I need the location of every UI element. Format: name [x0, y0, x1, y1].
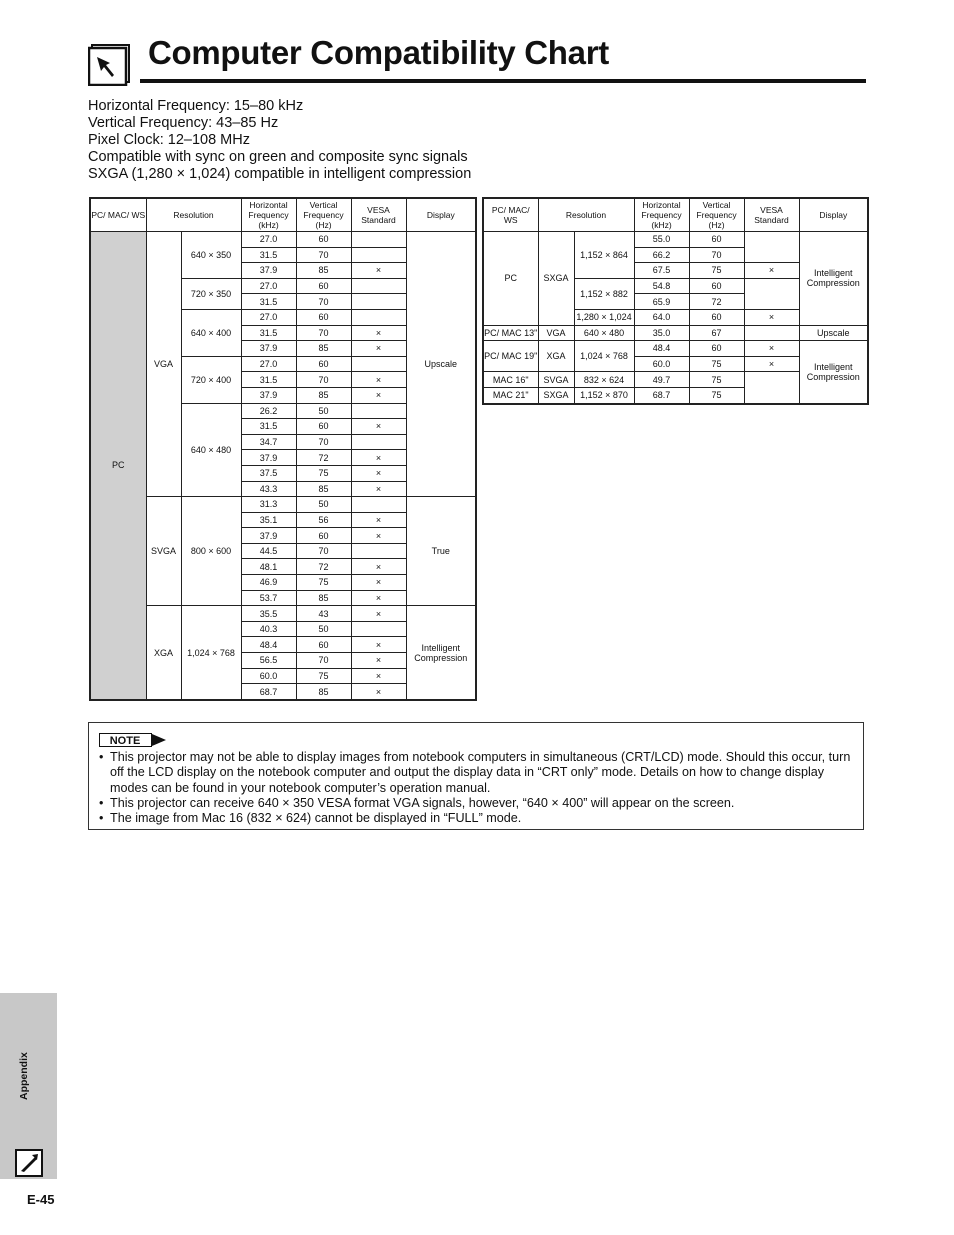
- resolution-cell: 640 × 350: [181, 232, 241, 279]
- vertical-frequency-cell: 60: [689, 309, 744, 325]
- spec-sync-compatibility: Compatible with sync on green and composite sync signals: [88, 149, 468, 165]
- resolution-cell: 800 × 600: [181, 497, 241, 606]
- header-display: Display: [799, 198, 868, 232]
- horizontal-frequency-cell: 31.3: [241, 497, 296, 513]
- vesa-cell: ×: [351, 512, 406, 528]
- vesa-cell: [744, 232, 799, 263]
- vesa-cell: ×: [351, 341, 406, 357]
- vesa-cell: ×: [744, 309, 799, 325]
- mode-cell: XGA: [146, 606, 181, 700]
- mode-cell: SVGA: [538, 372, 574, 388]
- horizontal-frequency-cell: 35.0: [634, 325, 689, 341]
- horizontal-frequency-cell: 53.7: [241, 590, 296, 606]
- platform-cell: PC/ MAC 13": [483, 325, 538, 341]
- vertical-frequency-cell: 50: [296, 621, 351, 637]
- vesa-cell: ×: [351, 528, 406, 544]
- vesa-cell: ×: [351, 637, 406, 653]
- vesa-cell: ×: [351, 465, 406, 481]
- vertical-frequency-cell: 70: [296, 325, 351, 341]
- vesa-cell: [351, 309, 406, 325]
- vesa-cell: [351, 543, 406, 559]
- vertical-frequency-cell: 72: [296, 450, 351, 466]
- vertical-frequency-cell: 72: [296, 559, 351, 575]
- appendix-icon: [15, 1149, 43, 1177]
- horizontal-frequency-cell: 66.2: [634, 247, 689, 263]
- header-horizontal-frequency: Horizontal Frequency (kHz): [634, 198, 689, 232]
- horizontal-frequency-cell: 56.5: [241, 653, 296, 669]
- horizontal-frequency-cell: 54.8: [634, 278, 689, 294]
- table-row: [90, 232, 476, 248]
- resolution-cell: 640 × 480: [574, 325, 634, 341]
- table-row: [90, 497, 476, 513]
- vertical-frequency-cell: 70: [296, 247, 351, 263]
- horizontal-frequency-cell: 31.5: [241, 325, 296, 341]
- horizontal-frequency-cell: 44.5: [241, 543, 296, 559]
- resolution-cell: 1,152 × 870: [574, 387, 634, 403]
- vesa-cell: [744, 325, 799, 341]
- compatibility-table-right: [482, 197, 869, 405]
- vesa-cell: ×: [351, 668, 406, 684]
- vertical-frequency-cell: 70: [296, 653, 351, 669]
- vertical-frequency-cell: 75: [689, 356, 744, 372]
- note-item: • This projector can receive 640 × 350 VESA format VGA signals, however, “640 × 400” will appear on the screen.: [99, 796, 859, 811]
- resolution-cell: 720 × 400: [181, 356, 241, 403]
- table-row: [90, 606, 476, 622]
- note-list: [99, 750, 859, 826]
- horizontal-frequency-cell: 31.5: [241, 372, 296, 388]
- mode-cell: VGA: [146, 232, 181, 497]
- resolution-cell: 1,280 × 1,024: [574, 309, 634, 325]
- vesa-cell: ×: [351, 387, 406, 403]
- table-row: [483, 232, 868, 248]
- table-header-row: [90, 198, 476, 232]
- spec-pixel-clock: Pixel Clock: 12–108 MHz: [88, 132, 250, 148]
- header-horizontal-frequency: Horizontal Frequency (kHz): [241, 198, 296, 232]
- vertical-frequency-cell: 60: [296, 278, 351, 294]
- mode-cell: SVGA: [146, 497, 181, 606]
- vertical-frequency-cell: 60: [689, 278, 744, 294]
- vesa-cell: [351, 232, 406, 248]
- resolution-cell: 720 × 350: [181, 278, 241, 309]
- vertical-frequency-cell: 60: [689, 341, 744, 357]
- vertical-frequency-cell: 50: [296, 403, 351, 419]
- vesa-cell: ×: [351, 684, 406, 700]
- horizontal-frequency-cell: 37.9: [241, 263, 296, 279]
- resolution-cell: 1,152 × 882: [574, 278, 634, 309]
- horizontal-frequency-cell: 27.0: [241, 309, 296, 325]
- platform-cell: MAC 21": [483, 387, 538, 403]
- appendix-side-label: Appendix: [18, 1052, 30, 1100]
- horizontal-frequency-cell: 43.3: [241, 481, 296, 497]
- horizontal-frequency-cell: 49.7: [634, 372, 689, 388]
- vertical-frequency-cell: 60: [296, 232, 351, 248]
- vertical-frequency-cell: 75: [689, 387, 744, 403]
- spec-horizontal-frequency: Horizontal Frequency: 15–80 kHz: [88, 98, 304, 114]
- horizontal-frequency-cell: 68.7: [634, 387, 689, 403]
- vertical-frequency-cell: 70: [296, 294, 351, 310]
- vesa-cell: [351, 278, 406, 294]
- display-cell: Intelligent Compression: [799, 341, 868, 404]
- vesa-cell: ×: [744, 341, 799, 357]
- vesa-cell: ×: [744, 356, 799, 372]
- title-rule: [140, 79, 866, 83]
- horizontal-frequency-cell: 55.0: [634, 232, 689, 248]
- header-vesa-standard: VESA Standard: [744, 198, 799, 232]
- page-number: E-45: [27, 1192, 55, 1207]
- header-display: Display: [406, 198, 476, 232]
- horizontal-frequency-cell: 26.2: [241, 403, 296, 419]
- platform-cell: PC/ MAC 19": [483, 341, 538, 372]
- vertical-frequency-cell: 75: [689, 263, 744, 279]
- horizontal-frequency-cell: 37.9: [241, 387, 296, 403]
- note-box: [88, 722, 864, 830]
- display-cell: Upscale: [799, 325, 868, 341]
- vertical-frequency-cell: 60: [689, 232, 744, 248]
- horizontal-frequency-cell: 35.5: [241, 606, 296, 622]
- horizontal-frequency-cell: 64.0: [634, 309, 689, 325]
- header-platform: PC/ MAC/ WS: [90, 198, 146, 232]
- resolution-cell: 640 × 400: [181, 309, 241, 356]
- vesa-cell: [351, 247, 406, 263]
- header-resolution: Resolution: [538, 198, 634, 232]
- vertical-frequency-cell: 85: [296, 341, 351, 357]
- horizontal-frequency-cell: 31.5: [241, 294, 296, 310]
- vertical-frequency-cell: 67: [689, 325, 744, 341]
- vertical-frequency-cell: 75: [689, 372, 744, 388]
- platform-cell: PC: [90, 232, 146, 700]
- table-row: [483, 341, 868, 357]
- vesa-cell: ×: [351, 575, 406, 591]
- vertical-frequency-cell: 60: [296, 356, 351, 372]
- vertical-frequency-cell: 60: [296, 528, 351, 544]
- spec-sxga-compatibility: SXGA (1,280 × 1,024) compatible in intelligent compression: [88, 166, 472, 182]
- vertical-frequency-cell: 56: [296, 512, 351, 528]
- table-header-row: [483, 198, 868, 232]
- vertical-frequency-cell: 85: [296, 387, 351, 403]
- vesa-cell: ×: [351, 450, 406, 466]
- horizontal-frequency-cell: 35.1: [241, 512, 296, 528]
- note-label-tag: [99, 733, 167, 747]
- vesa-cell: ×: [351, 653, 406, 669]
- horizontal-frequency-cell: 40.3: [241, 621, 296, 637]
- note-label: NOTE: [109, 735, 141, 747]
- vesa-cell: ×: [351, 263, 406, 279]
- horizontal-frequency-cell: 37.9: [241, 528, 296, 544]
- resolution-cell: 1,024 × 768: [574, 341, 634, 372]
- horizontal-frequency-cell: 68.7: [241, 684, 296, 700]
- header-vertical-frequency: Vertical Frequency (Hz): [296, 198, 351, 232]
- horizontal-frequency-cell: 48.4: [241, 637, 296, 653]
- vesa-cell: ×: [351, 606, 406, 622]
- horizontal-frequency-cell: 67.5: [634, 263, 689, 279]
- vertical-frequency-cell: 72: [689, 294, 744, 310]
- vertical-frequency-cell: 70: [689, 247, 744, 263]
- vesa-cell: ×: [351, 325, 406, 341]
- horizontal-frequency-cell: 27.0: [241, 356, 296, 372]
- vesa-cell: ×: [351, 559, 406, 575]
- vesa-cell: [351, 497, 406, 513]
- horizontal-frequency-cell: 27.0: [241, 232, 296, 248]
- vertical-frequency-cell: 75: [296, 575, 351, 591]
- vesa-cell: ×: [351, 590, 406, 606]
- vesa-cell: [351, 621, 406, 637]
- vertical-frequency-cell: 75: [296, 668, 351, 684]
- specs-block: [88, 98, 471, 183]
- horizontal-frequency-cell: 48.4: [634, 341, 689, 357]
- horizontal-frequency-cell: 37.9: [241, 450, 296, 466]
- display-cell: Upscale: [406, 232, 476, 497]
- mode-cell: SXGA: [538, 232, 574, 326]
- vertical-frequency-cell: 70: [296, 543, 351, 559]
- vesa-cell: [351, 434, 406, 450]
- vesa-cell: [351, 403, 406, 419]
- vesa-cell: [744, 278, 799, 309]
- vertical-frequency-cell: 70: [296, 372, 351, 388]
- header-platform: PC/ MAC/ WS: [483, 198, 538, 232]
- horizontal-frequency-cell: 37.9: [241, 341, 296, 357]
- vertical-frequency-cell: 70: [296, 434, 351, 450]
- horizontal-frequency-cell: 31.5: [241, 419, 296, 435]
- vesa-cell: [744, 372, 799, 404]
- display-cell: True: [406, 497, 476, 606]
- vertical-frequency-cell: 85: [296, 481, 351, 497]
- vesa-cell: ×: [351, 372, 406, 388]
- vesa-cell: ×: [351, 419, 406, 435]
- platform-cell: PC: [483, 232, 538, 326]
- vertical-frequency-cell: 50: [296, 497, 351, 513]
- vesa-cell: [351, 356, 406, 372]
- note-item: • This projector may not be able to display images from notebook computers in simultaneous (CRT/LCD) mode. Should this occur, turn off the LCD display on the notebook computer and output the display data in “CRT only” mode. Details on how to change display modes can be found in your notebook computer’s operation manual.: [99, 750, 859, 796]
- resolution-cell: 1,152 × 864: [574, 232, 634, 279]
- vertical-frequency-cell: 60: [296, 309, 351, 325]
- horizontal-frequency-cell: 60.0: [241, 668, 296, 684]
- horizontal-frequency-cell: 37.5: [241, 465, 296, 481]
- horizontal-frequency-cell: 65.9: [634, 294, 689, 310]
- resolution-cell: 640 × 480: [181, 403, 241, 497]
- mode-cell: VGA: [538, 325, 574, 341]
- horizontal-frequency-cell: 27.0: [241, 278, 296, 294]
- page-title: Computer Compatibility Chart: [148, 34, 609, 71]
- mode-cell: XGA: [538, 341, 574, 372]
- platform-cell: MAC 16": [483, 372, 538, 388]
- vertical-frequency-cell: 43: [296, 606, 351, 622]
- vertical-frequency-cell: 75: [296, 465, 351, 481]
- horizontal-frequency-cell: 34.7: [241, 434, 296, 450]
- spec-vertical-frequency: Vertical Frequency: 43–85 Hz: [88, 115, 279, 131]
- header-resolution: Resolution: [146, 198, 241, 232]
- vertical-frequency-cell: 85: [296, 590, 351, 606]
- display-cell: Intelligent Compression: [406, 606, 476, 700]
- horizontal-frequency-cell: 31.5: [241, 247, 296, 263]
- vertical-frequency-cell: 60: [296, 637, 351, 653]
- note-item: • The image from Mac 16 (832 × 624) cannot be displayed in “FULL” mode.: [99, 811, 859, 826]
- page-section-icon: [88, 44, 130, 86]
- header-vertical-frequency: Vertical Frequency (Hz): [689, 198, 744, 232]
- vertical-frequency-cell: 85: [296, 684, 351, 700]
- table-row: [483, 325, 868, 341]
- resolution-cell: 1,024 × 768: [181, 606, 241, 700]
- vertical-frequency-cell: 85: [296, 263, 351, 279]
- display-cell: Intelligent Compression: [799, 232, 868, 326]
- horizontal-frequency-cell: 48.1: [241, 559, 296, 575]
- vesa-cell: [351, 294, 406, 310]
- resolution-cell: 832 × 624: [574, 372, 634, 388]
- vesa-cell: ×: [351, 481, 406, 497]
- horizontal-frequency-cell: 60.0: [634, 356, 689, 372]
- mode-cell: SXGA: [538, 387, 574, 403]
- horizontal-frequency-cell: 46.9: [241, 575, 296, 591]
- header-vesa-standard: VESA Standard: [351, 198, 406, 232]
- vertical-frequency-cell: 60: [296, 419, 351, 435]
- vesa-cell: ×: [744, 263, 799, 279]
- compatibility-table-left: [89, 197, 477, 701]
